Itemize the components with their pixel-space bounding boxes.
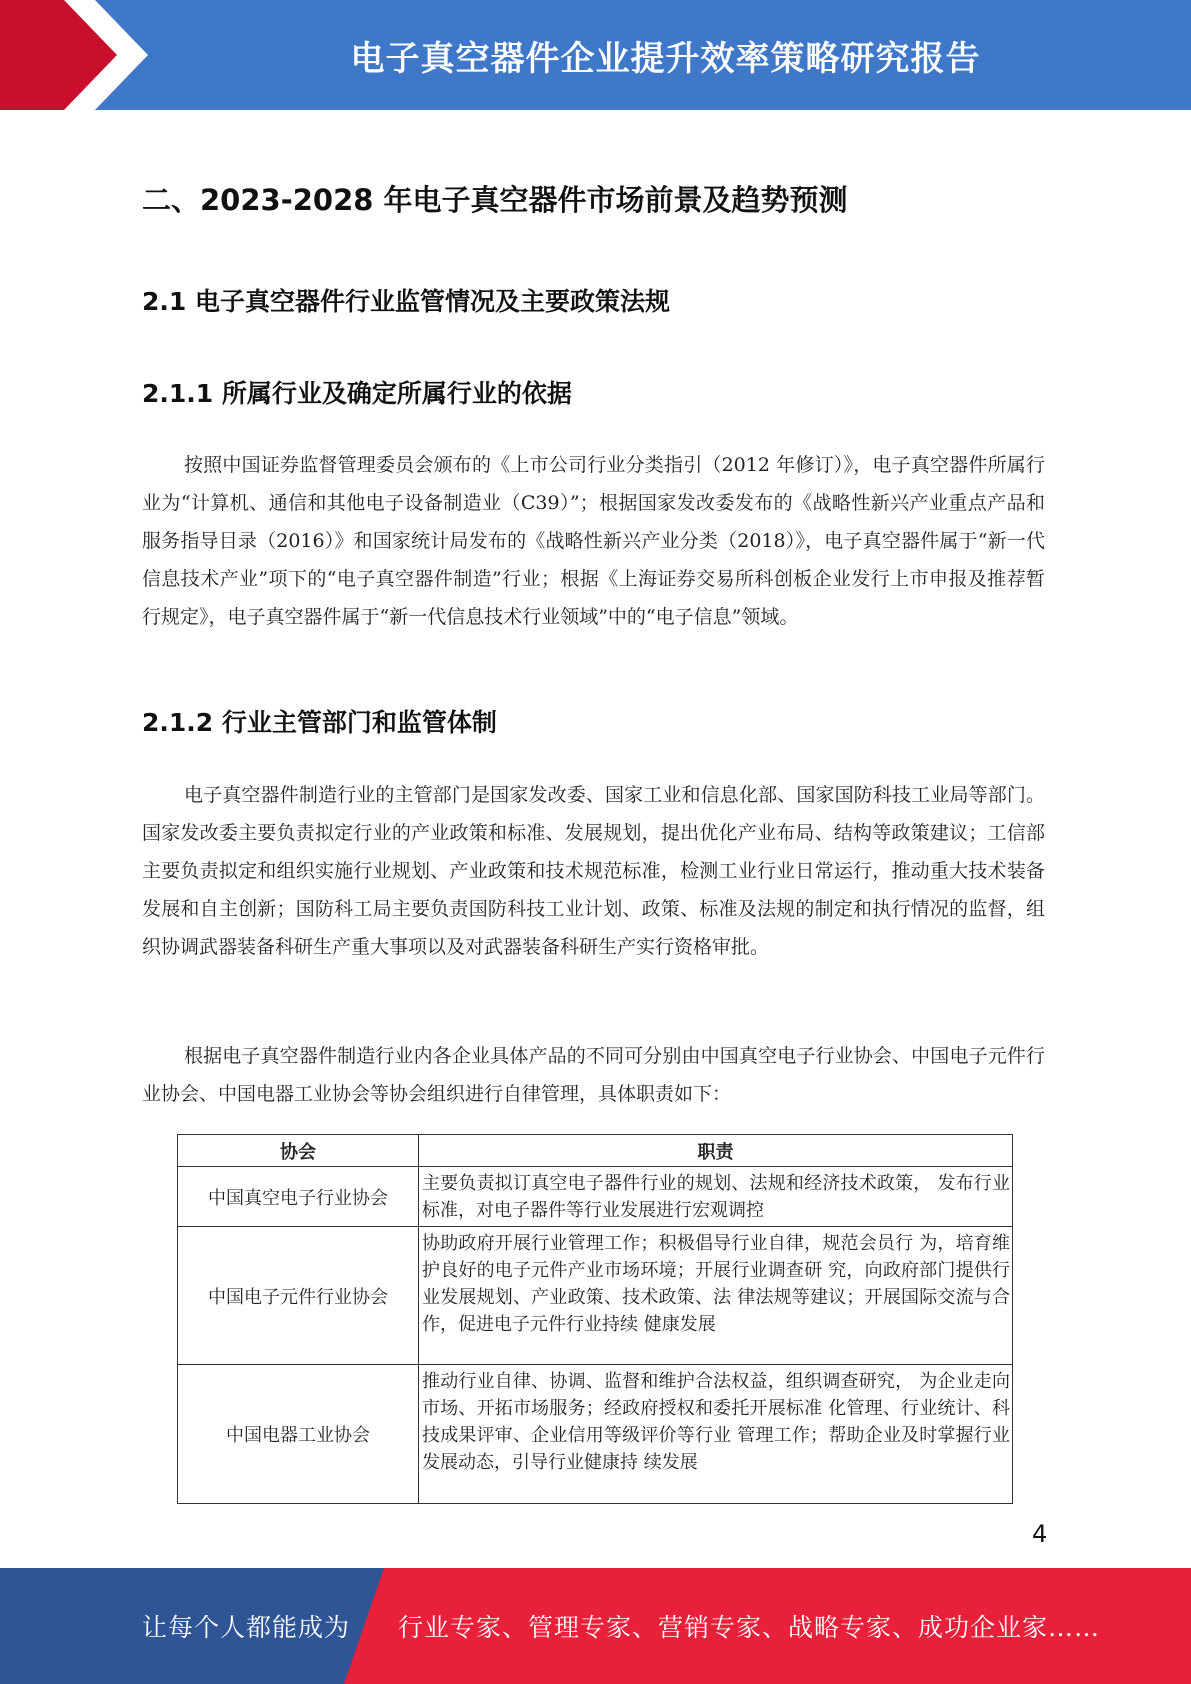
association-name: 中国真空电子行业协会 [178, 1167, 419, 1227]
page-number: 4 [1032, 1520, 1048, 1548]
table-row [178, 1365, 1013, 1504]
association-name: 中国电子元件行业协会 [178, 1227, 419, 1365]
association-duty: 推动行业自律、协调、监督和维护合法权益，组织调查研究， 为企业走向市场、开拓市场服务；经政府授权和委托开展标准 化管理、行业统计、科技成果评审、企业信用等级评价等行业 管理工作；帮助企业及时掌握行业发展动态，引导行业健康持 续发展 [419, 1365, 1013, 1504]
subsection-heading-industry: 2.1.1 所属行业及确定所属行业的依据 [142, 379, 572, 408]
report-title: 电子真空器件企业提升效率策略研究报告 [350, 38, 981, 79]
table-row [178, 1227, 1013, 1365]
footer-slogan-right: 行业专家、管理专家、营销专家、战略专家、成功企业家…… [398, 1613, 1101, 1642]
table-header-row [178, 1135, 1013, 1167]
footer-banner [0, 1568, 1191, 1684]
column-header-association: 协会 [178, 1135, 419, 1167]
paragraph-regulators: 电子真空器件制造行业的主管部门是国家发改委、国家工业和信息化部、国家国防科技工业局等部门。国家发改委主要负责拟定行业的产业政策和标准、发展规划，提出优化产业布局、结构等政策建议；工信部主要负责拟定和组织实施行业规划、产业政策和技术规范标准，检测工业行业日常运行，推动重大技术装备发展和自主创新；国防科工局主要负责国防科技工业计划、政策、标准及法规的制定和执行情况的监督，组织协调武器装备科研生产重大事项以及对武器装备科研生产实行资格审批。 [142, 784, 1045, 958]
paragraph-associations: 根据电子真空器件制造行业内各企业具体产品的不同可分别由中国真空电子行业协会、中国电子元件行业协会、中国电器工业协会等协会组织进行自律管理，具体职责如下： [142, 1045, 1045, 1105]
header-banner [0, 0, 1191, 110]
association-name: 中国电器工业协会 [178, 1365, 419, 1504]
column-header-duty: 职责 [419, 1135, 1013, 1167]
association-duties-table [177, 1134, 1013, 1504]
association-duty: 协助政府开展行业管理工作；积极倡导行业自律，规范会员行 为，培育维护良好的电子元件产业市场环境；开展行业调查研 究，向政府部门提供行业发展规划、产业政策、技术政策、法 律法规等建议；开展国际交流与合作，促进电子元件行业持续 健康发展 [419, 1227, 1013, 1365]
section-heading: 2.1 电子真空器件行业监管情况及主要政策法规 [142, 287, 670, 316]
subsection-heading-regulation: 2.1.2 行业主管部门和监管体制 [142, 708, 497, 737]
header-arrow-decoration [0, 0, 200, 110]
association-duty: 主要负责拟订真空电子器件行业的规划、法规和经济技术政策， 发布行业标准，对电子器件等行业发展进行宏观调控 [419, 1167, 1013, 1227]
paragraph-industry-classification: 按照中国证券监督管理委员会颁布的《上市公司行业分类指引（2012 年修订）》，电子真空器件所属行业为“计算机、通信和其他电子设备制造业（C39）”；根据国家发改委发布的《战略性新兴产业重点产品和服务指导目录（2016）》和国家统计局发布的《战略性新兴产业分类（2018）》，电子真空器件属于“新一代信息技术产业”项下的“电子真空器件制造”行业；根据《上海证券交易所科创板企业发行上市申报及推荐暂行规定》，电子真空器件属于“新一代信息技术行业领域”中的“电子信息”领域。 [142, 454, 1045, 628]
table-row [178, 1167, 1013, 1227]
chapter-heading: 二、2023-2028 年电子真空器件市场前景及趋势预测 [142, 183, 848, 217]
footer-slogan-left: 让每个人都能成为 [142, 1613, 351, 1642]
